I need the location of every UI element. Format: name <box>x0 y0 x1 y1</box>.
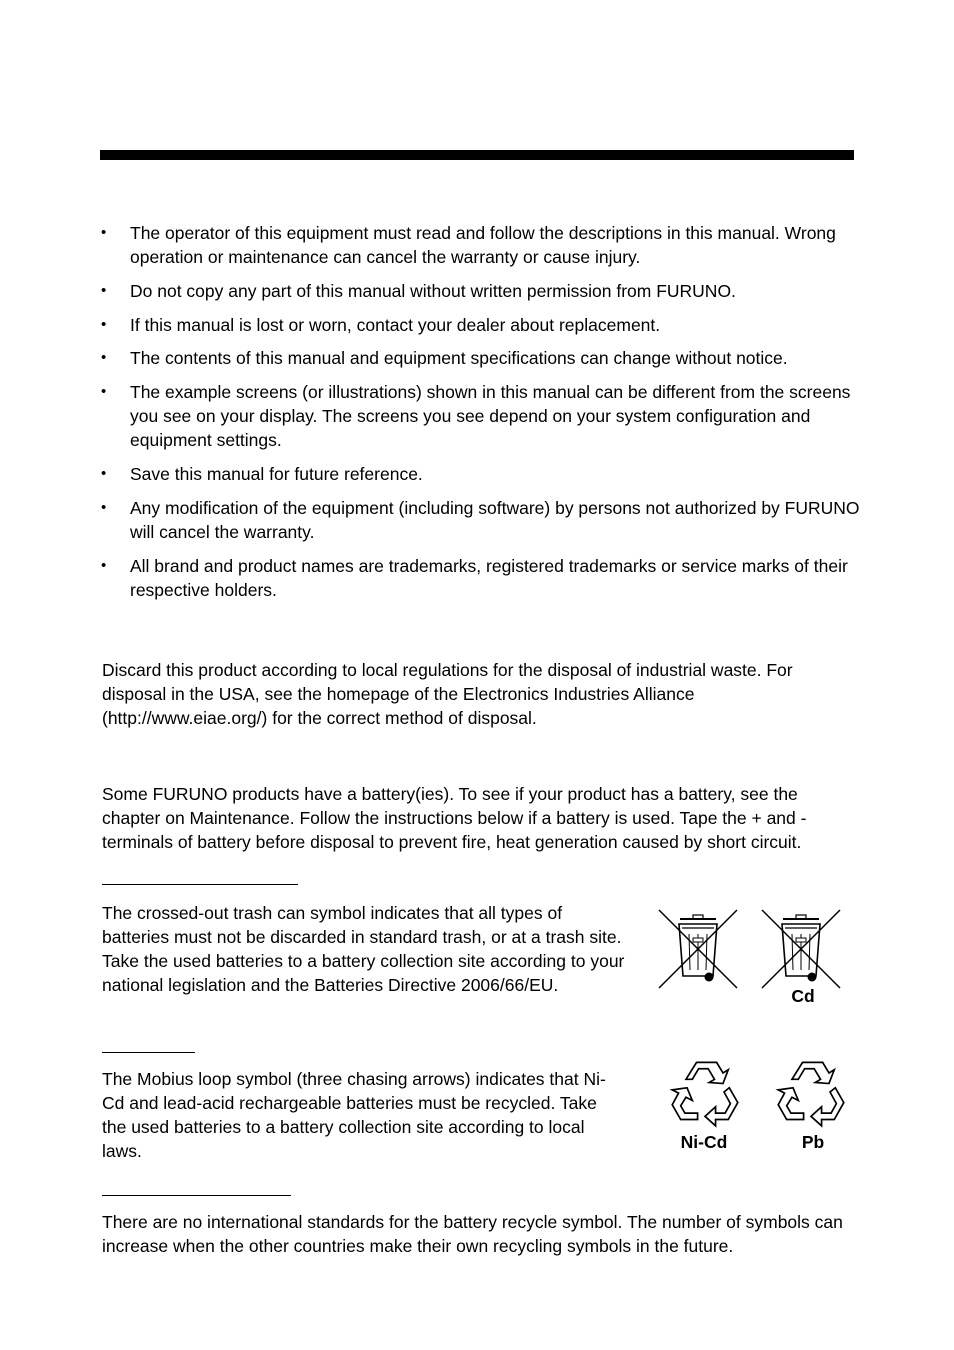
notice-text: All brand and product names are trademarks, registered trademarks or service marks of their respective holders. <box>130 555 848 600</box>
notice-text: The contents of this manual and equipment specifications can change without notice. <box>130 348 788 369</box>
crossed-trash-can-icon <box>657 908 739 990</box>
cd-label: Cd <box>791 986 815 1006</box>
notice-text: Any modification of the equipment (including software) by persons not authorized by FURUNO will cancel the warranty. <box>130 497 860 542</box>
notice-text: Save this manual for future reference. <box>130 463 423 484</box>
mobius-recycle-icon <box>668 1056 742 1128</box>
notice-text: The operator of this equipment must read and follow the descriptions in this manual. Wrong operation or maintenance can cancel the warranty or cause injury. <box>130 223 836 267</box>
list-item: • The example screens (or illustrations) shown in this manual can be different from the screens you see on your display. The screens you see depend on your system configuration and equipment settings. <box>101 382 851 451</box>
pb-label: Pb <box>801 1132 825 1152</box>
notice-text: Do not copy any part of this manual without written permission from FURUNO. <box>130 280 736 301</box>
list-item: • If this manual is lost or worn, contact your dealer about replacement. <box>101 314 661 335</box>
nicd-label: Ni-Cd <box>680 1132 728 1152</box>
list-item: • The operator of this equipment must read and follow the descriptions in this manual. Wrong operation or maintenance can cancel the warranty or cause injury. <box>101 223 836 267</box>
mobius-paragraph: The Mobius loop symbol (three chasing arrows) indicates that Ni-Cd and lead-acid rechargeable batteries must be recycled. Take the used batteries to a battery collection site according to local laws. <box>102 1069 606 1161</box>
mobius-recycle-icon <box>774 1056 848 1128</box>
subheading-rule-eu <box>102 884 298 885</box>
title-rule <box>100 150 854 160</box>
battery-intro-paragraph: Some FURUNO products have a battery(ies). To see if your product has a battery, see the chapter on Maintenance. Follow the instructions below if a battery is used. Tape the + and - terminals of battery before disposal to prevent fire, heat generation caused by short circuit. <box>102 784 807 852</box>
notice-list <box>100 221 860 611</box>
notice-text: The example screens (or illustrations) shown in this manual can be different from the screens you see on your display. The screens you see depend on your system configuration and equipment settings. <box>130 382 851 451</box>
other-countries-paragraph: There are no international standards for the battery recycle symbol. The number of symbols can increase when the other countries make their own recycling symbols in the future. <box>102 1212 843 1256</box>
subheading-rule-other <box>102 1195 291 1196</box>
list-item: • Do not copy any part of this manual without written permission from FURUNO. <box>101 280 736 301</box>
list-item: • Save this manual for future reference. <box>101 463 423 484</box>
crossed-trash-can-cd-icon <box>760 908 842 990</box>
subheading-rule-usa <box>102 1052 195 1053</box>
notice-text: If this manual is lost or worn, contact your dealer about replacement. <box>130 314 661 335</box>
list-item: • The contents of this manual and equipment specifications can change without notice. <box>101 348 788 369</box>
trash-symbol-paragraph: The crossed-out trash can symbol indicates that all types of batteries must not be discarded in standard trash, or at a trash site. Take the used batteries to a battery collection site according to your national legislation and the Batteries Directive 2006/66/EU. <box>102 903 625 995</box>
list-item: • All brand and product names are trademarks, registered trademarks or service marks of their respective holders. <box>101 555 848 600</box>
disposal-paragraph: Discard this product according to local regulations for the disposal of industrial waste. For disposal in the USA, see the homepage of the Electronics Industries Alliance (http://www.eiae.org/) for the correct method of disposal. <box>102 660 793 728</box>
list-item: • Any modification of the equipment (including software) by persons not authorized by FURUNO will cancel the warranty. <box>101 497 860 542</box>
